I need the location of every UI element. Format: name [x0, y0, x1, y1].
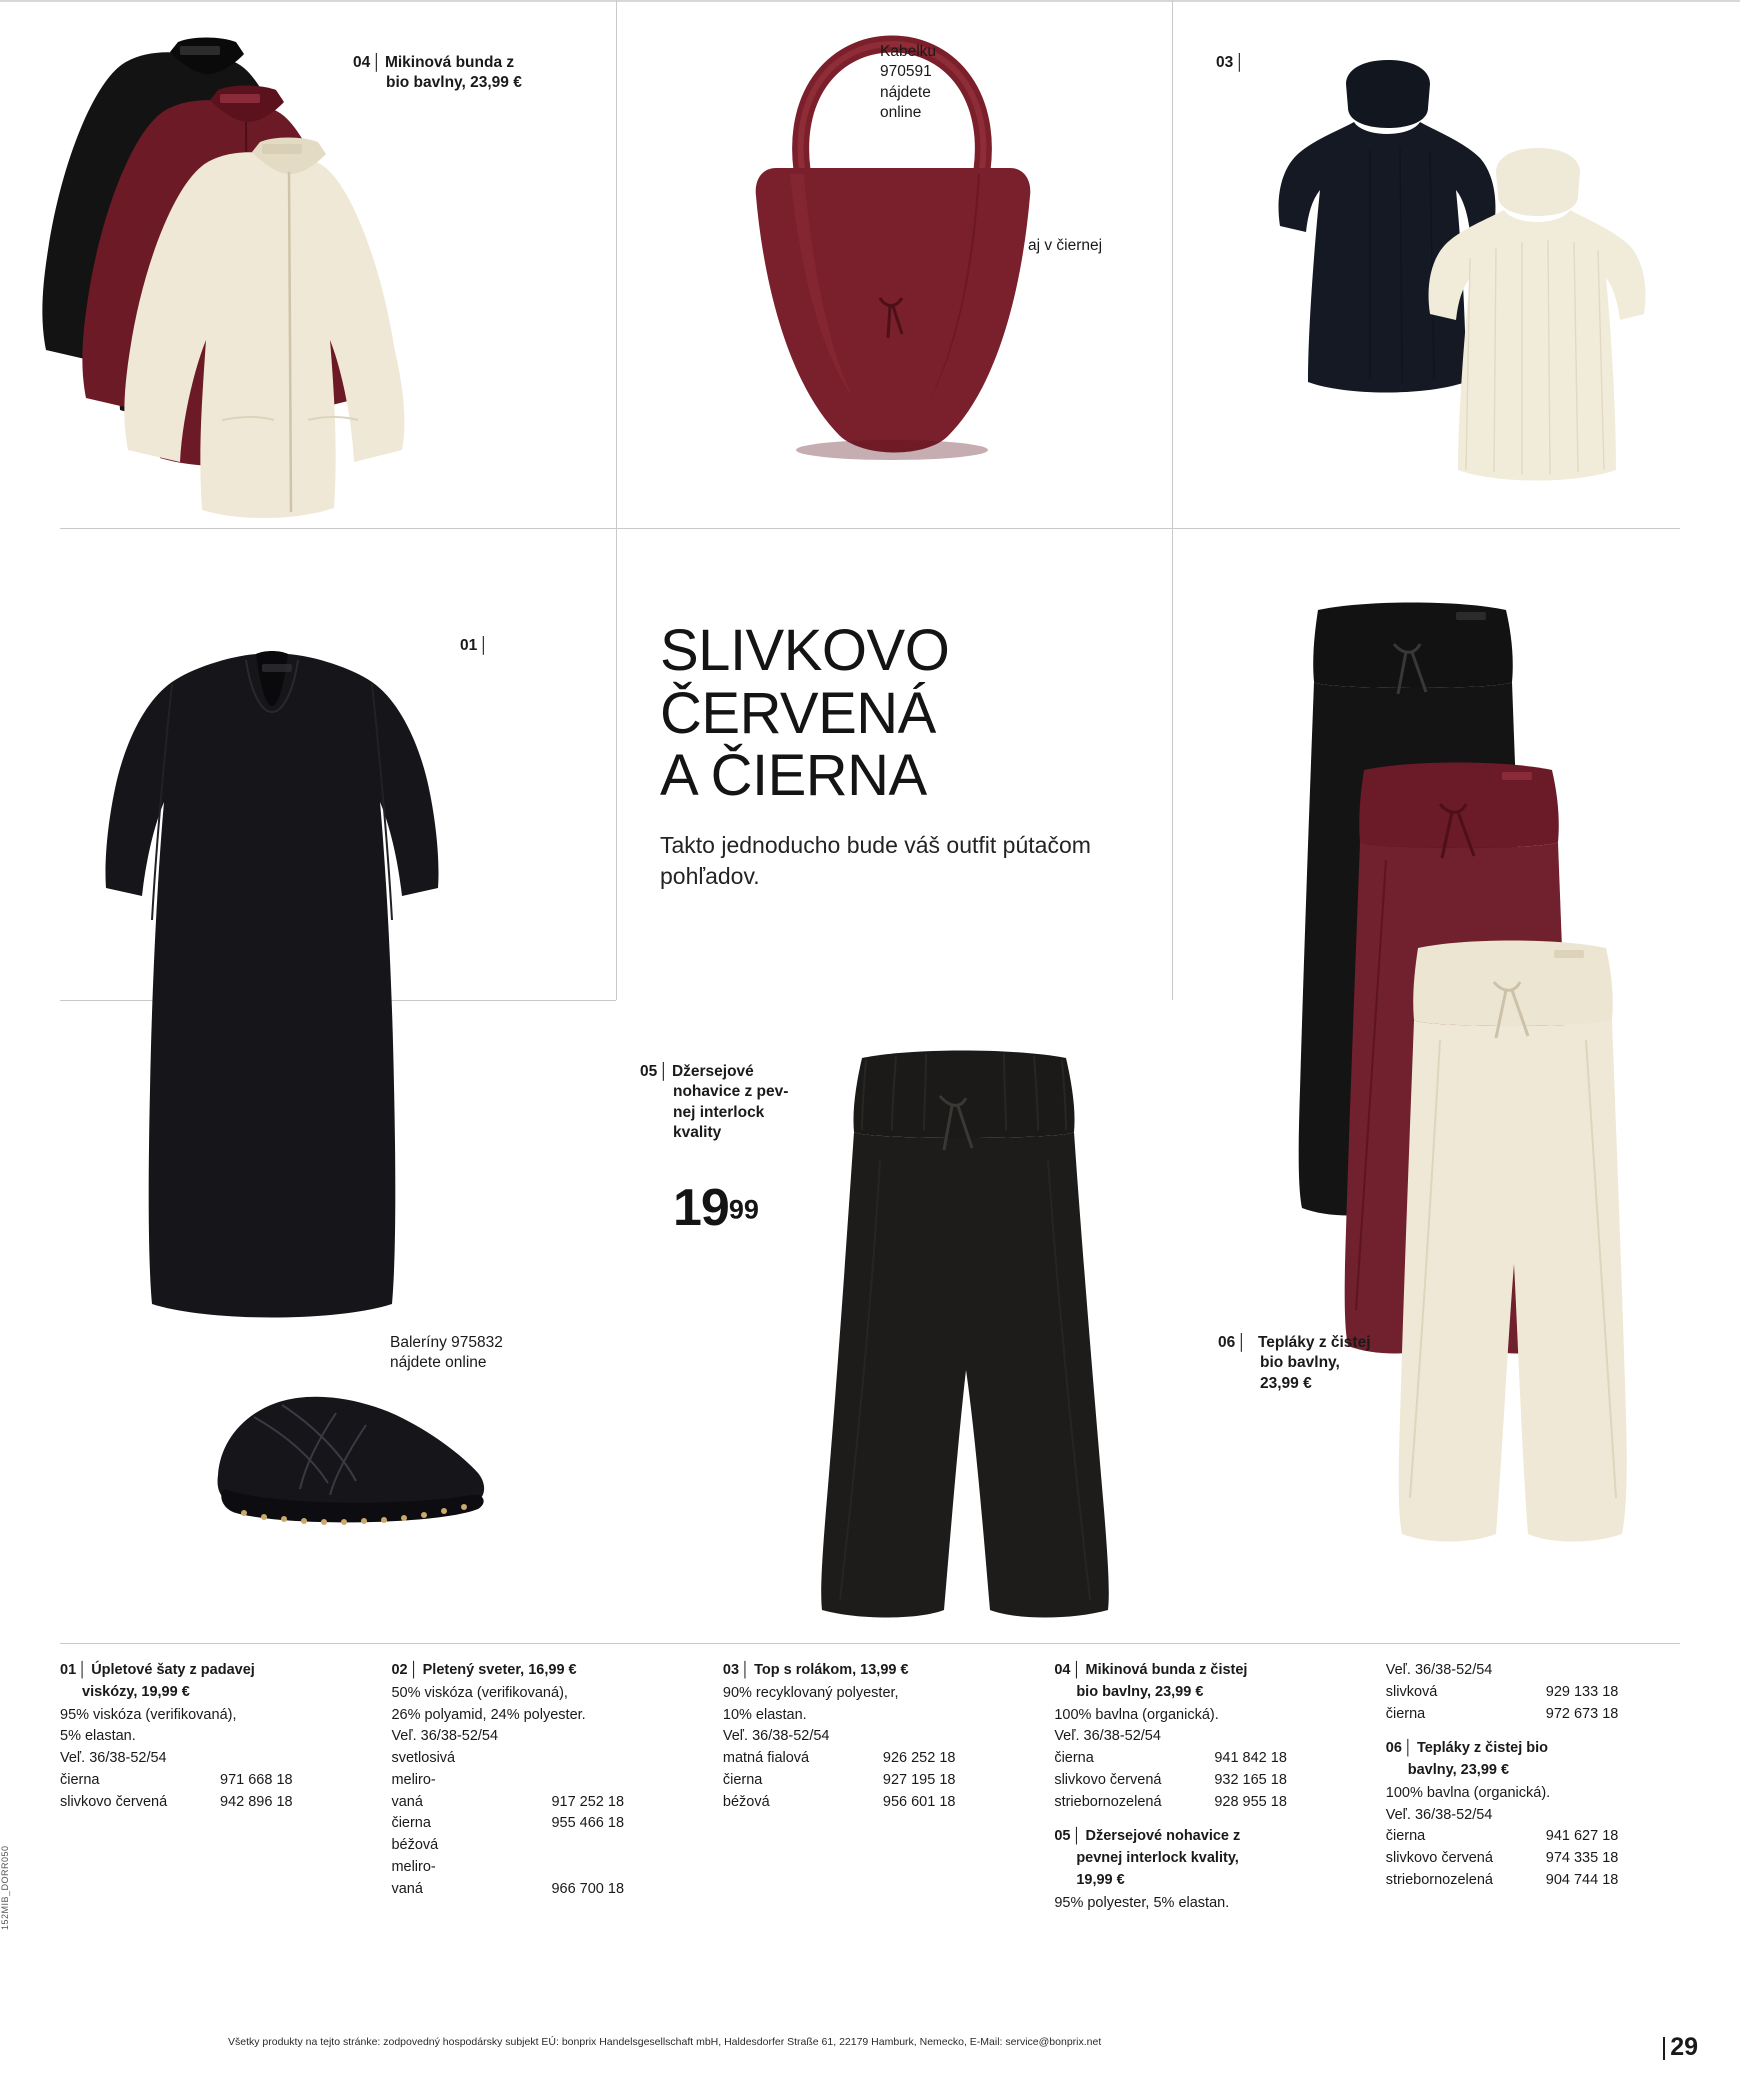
- callout-jacket-number: 04 │: [353, 54, 385, 71]
- spec-variant-row: [1054, 1770, 1363, 1792]
- callout-pants-number: 05 │: [640, 1063, 672, 1080]
- spec-variant-code: 956 601 18: [882, 1793, 956, 1810]
- spec-material-01-b: 5% elastan.: [60, 1728, 136, 1745]
- spec-variant-name: čierna: [391, 1815, 431, 1832]
- hero-title-line2: ČERVENÁ: [660, 680, 936, 746]
- page-number-value: 29: [1670, 2033, 1698, 2061]
- spec-title-04: [1054, 1660, 1363, 1704]
- page-number: | 29: [1660, 2033, 1698, 2061]
- spec-title2-06: bavlny, 23,99 €: [1407, 1762, 1510, 1778]
- callout-jacket-line1: Mikinová bunda z: [384, 54, 515, 71]
- spec-variant-row: [60, 1770, 369, 1792]
- callout-bag: [880, 42, 1020, 124]
- print-code: 152MIB_DORR050: [0, 1845, 10, 1930]
- spec-title1-06: Tepláky z čistej bio: [1416, 1740, 1549, 1757]
- spec-title1-05: Džersejové nohavice z: [1085, 1828, 1241, 1845]
- spec-material-06-a: 100% bavlna (organická).: [1385, 1784, 1551, 1801]
- spec-variant-row: [723, 1770, 1032, 1792]
- spec-variant-name: čierna: [60, 1771, 100, 1788]
- spec-variant-code: 966 700 18: [551, 1880, 625, 1897]
- spec-variant-code: 941 627 18: [1545, 1828, 1619, 1845]
- spec-variant-name: slivkovo červená: [1054, 1771, 1162, 1788]
- price-pants-dec: 99: [728, 1194, 759, 1225]
- spec-variant-row: [723, 1792, 1032, 1814]
- spec-variant-name: béžová: [722, 1793, 770, 1810]
- spec-variant-name: slivkovo červená: [1385, 1850, 1493, 1866]
- hero-subtitle: Takto jednoducho bude váš outfit pútačom pohľadov.: [660, 831, 1091, 889]
- callout-pants: [640, 1062, 810, 1144]
- callout-bag-line2: 970591: [880, 63, 932, 81]
- spec-variant-code: 928 955 18: [1214, 1793, 1287, 1810]
- spec-sizes-03: Veľ. 36/38-52/54: [722, 1728, 830, 1745]
- spec-variant-row: [723, 1748, 1032, 1770]
- page-top-rule: [0, 0, 1740, 2]
- spec-variant-row: svetlosivá meliro- vaná 917 252 18: [391, 1748, 700, 1813]
- spec-variant-name: čierna: [722, 1771, 763, 1788]
- callout-bag-line1: Kabelku: [880, 43, 937, 60]
- callout-jacket: [353, 53, 583, 94]
- hero-title-line1: SLIVKOVO: [660, 618, 950, 683]
- spec-variant-row: [1054, 1748, 1363, 1770]
- spec-column-04: [1054, 1660, 1385, 1914]
- spec-title1-03: Top s rolákom, 13,99 €: [754, 1662, 909, 1678]
- callout-bag-line3: nájdete: [880, 83, 931, 101]
- illustration-jersey-pants: [800, 1040, 1130, 1640]
- spec-variant-code: 974 335 18: [1545, 1850, 1619, 1866]
- hero-title: [660, 620, 1130, 808]
- spec-variant-code: 971 668 18: [220, 1771, 293, 1788]
- spec-title-01: [60, 1660, 369, 1704]
- spec-title1-04: Mikinová bunda z čistej: [1085, 1662, 1248, 1678]
- spec-title2-04: bio bavlny, 23,99 €: [1076, 1683, 1204, 1700]
- callout-bag-line4: online: [880, 104, 922, 122]
- spec-num-05: 05 │: [1054, 1828, 1085, 1844]
- divider-vertical-left: [616, 0, 617, 1000]
- spec-variant-row: [1386, 1826, 1658, 1848]
- callout-sweatpants-line2: bio bavlny,: [1260, 1354, 1340, 1372]
- price-pants-int: 19: [673, 1179, 729, 1237]
- spec-sizes-02: Veľ. 36/38-52/54: [391, 1728, 499, 1745]
- spec-variant-code: 932 165 18: [1214, 1771, 1287, 1788]
- spec-sizes-05-cont: Veľ. 36/38-52/54: [1385, 1662, 1493, 1678]
- spec-variant-code: 942 896 18: [220, 1793, 293, 1810]
- spec-num-02: 02 │: [391, 1662, 422, 1678]
- spec-num-03: 03 │: [723, 1662, 754, 1678]
- spec-title-02: [391, 1660, 700, 1682]
- spec-title3-05: 19,99 €: [1076, 1871, 1125, 1888]
- specifications-table: [60, 1660, 1680, 1914]
- spec-column-01: [60, 1660, 391, 1914]
- callout-jacket-line2: bio bavlny, 23,99 €: [386, 74, 522, 92]
- spec-material-03-a: 90% recyklovaný polyester,: [722, 1684, 899, 1701]
- spec-title1-02: Pletený sveter, 16,99 €: [422, 1662, 577, 1678]
- illustration-hoodie-jackets: [20, 20, 460, 520]
- callout-ballerinas-line2: nájdete online: [390, 1354, 487, 1372]
- callout-pants-line4: kvality: [673, 1124, 722, 1142]
- legal-footer: Všetky produkty na tejto stránke: zodpovedný hospodársky subjekt EÚ: bonprix Handelsgesellschaft mbH, Haldesdorfer Straße 61, 22179 Hamburk, Nemecko, E-Mail: service@bonprix.net: [228, 2036, 1102, 2048]
- hero-block: [660, 620, 1130, 892]
- illustration-turtleneck-tops: [1250, 30, 1680, 520]
- spec-variant-name: čierna: [1385, 1828, 1426, 1845]
- spec-variant-name: matná fialová: [722, 1750, 810, 1766]
- spec-variant-code: 972 673 18: [1545, 1705, 1619, 1722]
- spec-material-03-b: 10% elastan.: [722, 1706, 807, 1723]
- spec-title-05: [1054, 1826, 1363, 1891]
- illustration-ballerina-shoe: [190, 1355, 520, 1545]
- spec-num-06: 06 │: [1386, 1740, 1417, 1756]
- spec-variant-row: [1386, 1848, 1658, 1870]
- spec-variant-row: [1386, 1682, 1658, 1704]
- spec-title-03: [723, 1660, 1032, 1682]
- callout-sweatpants-number: 06 │: [1218, 1334, 1250, 1351]
- spec-variant-code: 927 195 18: [882, 1771, 956, 1788]
- callout-sweatpants: [1218, 1333, 1428, 1394]
- spec-material-04-a: 100% bavlna (organická).: [1054, 1706, 1219, 1723]
- spec-variant-code: 941 842 18: [1214, 1750, 1287, 1766]
- spec-variant-code: 904 744 18: [1545, 1871, 1619, 1888]
- spec-variant-row: béžová meliro- vaná 966 700 18: [391, 1835, 700, 1900]
- spec-sizes-06: Veľ. 36/38-52/54: [1385, 1806, 1493, 1823]
- callout-dress: [460, 636, 492, 656]
- spec-num-01: 01 │: [60, 1662, 91, 1678]
- price-pants: [673, 1178, 759, 1238]
- spec-material-02-a: 50% viskóza (verifikovaná),: [391, 1684, 568, 1701]
- callout-top: [1216, 53, 1248, 73]
- spec-title2-01: viskózy, 19,99 €: [82, 1683, 190, 1700]
- spec-variant-code: 917 252 18: [551, 1793, 625, 1810]
- callout-ballerinas-line1: Baleríny 975832: [390, 1334, 503, 1351]
- spec-sizes-04: Veľ. 36/38-52/54: [1054, 1728, 1161, 1745]
- hero-title-line3: A ČIERNA: [660, 743, 927, 809]
- callout-ballerinas: [390, 1333, 590, 1374]
- spec-variant-row: [1386, 1870, 1658, 1892]
- spec-column-02: [391, 1660, 722, 1914]
- spec-variant-name: čierna: [1385, 1705, 1426, 1722]
- spec-variant-name: čierna: [1054, 1750, 1094, 1766]
- spec-column-03: [723, 1660, 1054, 1914]
- spec-variant-name: striebornozelená: [1054, 1793, 1162, 1810]
- spec-num-04: 04 │: [1054, 1662, 1085, 1678]
- illustration-sweatpants-trio: [1240, 590, 1690, 1650]
- spec-title2-05: pevnej interlock kvality,: [1076, 1850, 1239, 1866]
- callout-pants-line2: nohavice z pev-: [673, 1083, 789, 1101]
- spec-material-01-a: 95% viskóza (verifikovaná),: [60, 1706, 237, 1723]
- spec-variant-name: slivková: [1385, 1683, 1438, 1700]
- spec-variant-code: 926 252 18: [882, 1750, 956, 1766]
- callout-dress-number: 01 │: [460, 637, 492, 654]
- spec-variant-row: [391, 1813, 700, 1835]
- spec-variant-name: slivkovo červená: [60, 1793, 168, 1810]
- spec-variant-name: striebornozelená: [1385, 1871, 1493, 1888]
- spec-title-06: [1386, 1738, 1658, 1782]
- spec-variant-row: [1386, 1704, 1658, 1726]
- spec-material-05-a: 95% polyester, 5% elastan.: [1054, 1894, 1230, 1911]
- spec-variant-code: 929 133 18: [1545, 1683, 1619, 1700]
- callout-sweatpants-line3: 23,99 €: [1260, 1374, 1312, 1392]
- spec-column-06: [1386, 1660, 1680, 1914]
- spec-title1-01: Úpletové šaty z padavej: [91, 1662, 255, 1678]
- spec-variant-row: [60, 1792, 369, 1814]
- callout-bag-note: aj v čiernej: [1028, 237, 1103, 254]
- callout-top-number: 03 │: [1216, 54, 1248, 71]
- spec-variant-code: 955 466 18: [551, 1815, 625, 1832]
- callout-pants-line3: nej interlock: [673, 1103, 765, 1121]
- spec-material-02-b: 26% polyamid, 24% polyester.: [391, 1706, 586, 1723]
- spec-variant-row: [1054, 1792, 1363, 1814]
- spec-sizes-01: Veľ. 36/38-52/54: [60, 1750, 167, 1766]
- callout-sweatpants-line1: Tepláky z čistej: [1257, 1334, 1371, 1351]
- illustration-knit-dress: [80, 620, 500, 1360]
- divider-vertical-right: [1172, 0, 1173, 1000]
- callout-pants-line1: Džersejové: [671, 1063, 754, 1080]
